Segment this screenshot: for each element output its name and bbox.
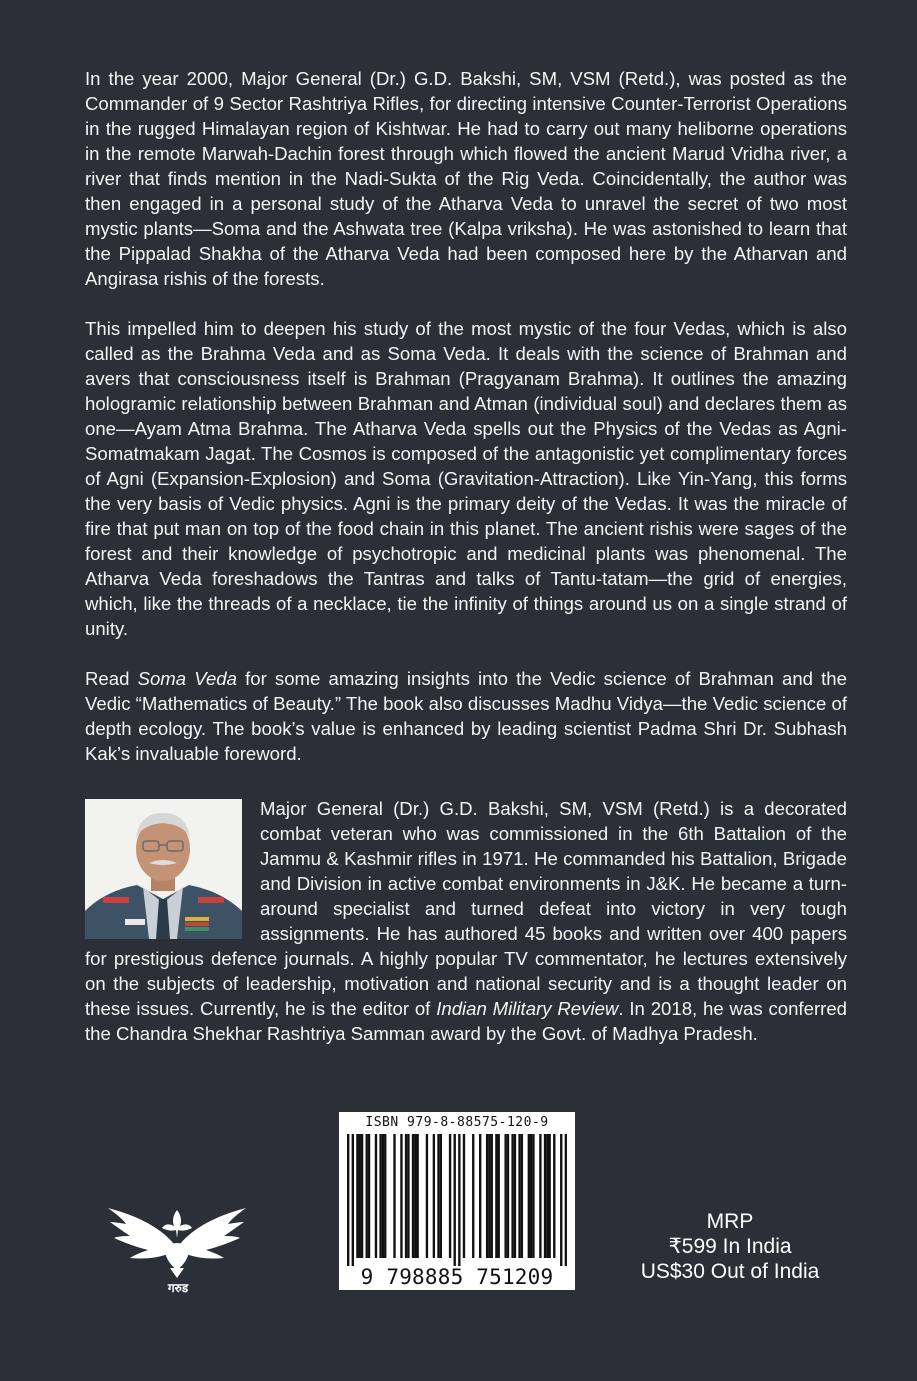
barcode-bar xyxy=(400,1134,402,1258)
barcode-bar xyxy=(356,1134,358,1258)
barcode-bar xyxy=(433,1134,435,1258)
author-bio-b: . In 2018, he was conferred the Chandra Shekhar Rashtriya Samman award by the Govt. of Madhya Pradesh. xyxy=(85,998,848,1044)
barcode-bar xyxy=(491,1134,493,1258)
barcode-bar xyxy=(359,1134,361,1258)
blurb-text-3 xyxy=(85,666,847,766)
barcode-bar xyxy=(361,1134,363,1258)
barcode-bar xyxy=(416,1134,418,1258)
blurb-paragraph-3 xyxy=(85,666,847,766)
author-portrait-image xyxy=(85,799,242,939)
journal-title-italic: Indian Military Review xyxy=(436,998,619,1019)
barcode-bar xyxy=(414,1134,416,1258)
blurb-text-3b: for some amazing insights into the Vedic science of Brahman and the Vedic “Mathematics of Beauty.” The book also discusses Madhu Vidya—the Vedic science of depth ecology. The book’s value is enhanced by leading scientist Padma Shri Dr. Subhash Kak’s invaluable foreword. xyxy=(85,668,847,764)
barcode-bar xyxy=(528,1134,530,1258)
barcode-bar xyxy=(553,1134,555,1258)
blurb-paragraph-1 xyxy=(85,66,847,291)
barcode-bar xyxy=(495,1134,497,1258)
barcode-bar xyxy=(449,1134,451,1258)
isbn-label: ISBN 979-8-88575-120-9 xyxy=(365,1115,549,1130)
publisher-name: गरुड xyxy=(167,1281,189,1295)
blurb-paragraph-2 xyxy=(85,316,847,641)
barcode-digits: 9 798885 751209 xyxy=(360,1265,554,1289)
barcode-bar xyxy=(382,1134,384,1258)
barcode-bar xyxy=(412,1134,414,1258)
barcode-bar xyxy=(565,1134,567,1266)
barcode-bar xyxy=(518,1134,520,1258)
price-mrp-label: MRP xyxy=(706,1210,754,1233)
price-abroad: US$30 Out of India xyxy=(640,1260,820,1283)
barcode-bar xyxy=(488,1134,490,1258)
barcode-bar xyxy=(514,1134,516,1258)
barcode-bar xyxy=(463,1134,465,1258)
barcode-bar xyxy=(347,1134,349,1266)
barcode-bar xyxy=(458,1134,460,1266)
barcode-bar xyxy=(507,1134,509,1258)
author-bio-a: Major General (Dr.) G.D. Bakshi, SM, VSM (Retd.) is a decorated combat veteran who was commissioned in the 6th Battalion of the Jammu & Kashmir rifles in 1971. He commanded his Battalion, Brigade and Division in active combat environments in J&K. He became a turn-around specialist and turned defeat into victory in very tough assignments. He has authored 45 books and written over 400 papers for prestigious defence journals. A highly popular TV commentator, he lectures extensively on the subjects of leadership, motivation and national security and is a thought leader on these issues. Currently, he is the editor of xyxy=(85,798,847,1019)
garuda-eagle-icon xyxy=(104,1200,250,1280)
blurb-text-1: In the year 2000, Major General (Dr.) G.D. Bakshi, SM, VSM (Retd.), was posted as the Commander of 9 Sector Rashtriya Rifles, for directing intensive Counter-Terrorist Operations in the rugged Himalayan region of Kishtwar. He had to carry out many heliborne operations in the remote Marwah-Dachin forest through which flowed the ancient Marud Vridha river, a river that finds mention in the Nadi-Sukta of the Rig Veda. Coincidentally, the author was then engaged in a personal study of the Atharva Veda to unravel the secret of two most mystic plants—Soma and the Ashwata tree (Kalpa vriksha). He was astonished to learn that the Pippalad Shakha of the Atharva Veda had been composed here by the Atharvan and Angirasa rishis of the forests. xyxy=(85,68,847,289)
barcode-bar xyxy=(546,1134,548,1258)
barcode-bar xyxy=(544,1134,546,1258)
blurb-text-3a: Read xyxy=(85,668,138,689)
barcode-bar xyxy=(440,1134,442,1258)
barcode-bar xyxy=(407,1134,409,1258)
barcode-bar xyxy=(426,1134,428,1258)
price-india: ₹599 In India xyxy=(668,1235,792,1258)
barcode-bar xyxy=(352,1134,354,1266)
barcode-bar xyxy=(521,1134,523,1258)
barcode-bar xyxy=(498,1134,500,1258)
isbn-barcode xyxy=(339,1112,575,1290)
barcode-bar xyxy=(368,1134,370,1258)
barcode-bar xyxy=(454,1134,456,1266)
barcode-bar xyxy=(530,1134,532,1258)
barcode-bar xyxy=(532,1134,534,1258)
barcode-bar xyxy=(366,1134,368,1258)
barcode-bar xyxy=(472,1134,474,1258)
blurb-text-2: This impelled him to deepen his study of the most mystic of the four Vedas, which is also called as the Brahma Veda and as Soma Veda. It deals with the science of Brahman and avers that consciousness itself is Brahman (Pragyanam Brahma). It outlines the amazing hologramic relationship between Brahman and Atman (individual soul) and declares them as one—Ayam Atma Brahma. The Atharva Veda spells out the Physics of the Vedas as Agni-Somatmakam Jagat. The Cosmos is composed of the antagonistic yet complimentary forces of Agni (Expansion-Explosion) and Soma (Gravitation-Attraction). Like Yin-Yang, this forms the very basis of Vedic physics. Agni is the primary deity of the Vedas. It was the miracle of fire that put man on top of the food chain in this planet. The ancient rishis were sages of the forest and their knowledge of psychotropic and medicinal plants was phenomenal. The Atharva Veda foreshadows the Tantras and talks of Tantu-tatam—the grid of energies, which, like the threads of a necklace, tie the infinity of things around us on a single strand of unity. xyxy=(85,318,847,639)
barcode-bar xyxy=(405,1134,407,1258)
barcode-bar xyxy=(375,1134,377,1258)
barcode-bar xyxy=(384,1134,386,1258)
barcode-bar xyxy=(486,1134,488,1258)
barcode-bar xyxy=(437,1134,439,1258)
barcode-bar xyxy=(393,1134,395,1258)
barcode-bar xyxy=(379,1134,381,1258)
barcode-bar xyxy=(511,1134,513,1258)
barcode-bar xyxy=(560,1134,562,1266)
author-photo xyxy=(85,799,242,939)
price-block xyxy=(620,1209,840,1284)
barcode-bar xyxy=(548,1134,550,1258)
barcode-bar xyxy=(539,1134,541,1258)
barcode-bars xyxy=(347,1134,567,1266)
barcode-bar xyxy=(504,1134,506,1258)
book-title-italic: Soma Veda xyxy=(137,668,237,689)
barcode-bar xyxy=(479,1134,481,1258)
